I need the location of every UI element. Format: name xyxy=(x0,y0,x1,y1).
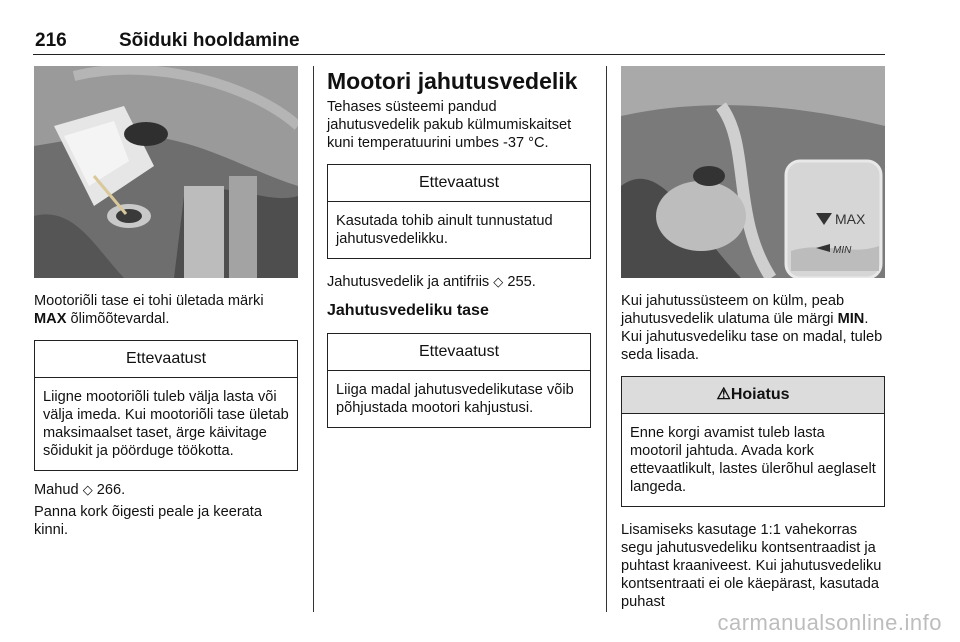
coolant-intro: Tehases süsteemi pandud jahutusvedelik pakub külmumiskaitset kuni temperatuurini umbes -37 °C. xyxy=(327,99,572,151)
column-divider-1 xyxy=(313,66,314,612)
warning-triangle-icon: ⚠ xyxy=(716,386,731,403)
oil-level-text: Mootoriõli tase ei tohi ületada märki MAX õlimõõtevardal. xyxy=(34,293,264,327)
column-2 xyxy=(327,66,591,438)
reference-arrow-icon: ◇ xyxy=(82,482,93,497)
column-divider-2 xyxy=(606,66,607,612)
capacity-reference: Mahud ◇ 266. xyxy=(34,482,126,498)
page-number: 216 xyxy=(35,30,67,51)
caution-title: Ettevaatust xyxy=(35,341,297,378)
warning-title: ⚠Hoiatus xyxy=(622,377,884,414)
section-heading: Mootori jahutusvedelik xyxy=(327,68,578,94)
coolant-reservoir-photo xyxy=(621,66,885,278)
caution-box-level xyxy=(327,333,591,428)
min-mark-label: MIN xyxy=(833,245,852,256)
coolant-level-text: Kui jahutussüsteem on külm, peab jahutusvedelik ulatuma üle märgi MIN. Kui jahutusvedeliku tase on madal, tuleb seda lisada. xyxy=(621,293,883,363)
reference-arrow-icon: ◇ xyxy=(493,274,504,289)
watermark: carmanualsonline.info xyxy=(717,610,942,635)
subsection-heading: Jahutusvedeliku tase xyxy=(327,302,489,319)
page-header xyxy=(33,28,885,55)
engine-oil-photo xyxy=(34,66,298,278)
cap-instruction: Panna kork õigesti peale ja keerata kinni. xyxy=(34,504,262,538)
caution-box-coolant xyxy=(327,164,591,259)
caution-box-oil xyxy=(34,340,298,471)
caution-title: Ettevaatust xyxy=(328,165,590,202)
caution-body: Liigne mootoriõli tuleb välja lasta või välja imeda. Kui mootoriõli tase ületab maksimaalset taset, ärge käivitage sõidukit ja pöörduge töökotta. xyxy=(43,389,289,459)
mixing-instruction: Lisamiseks kasutage 1:1 vahekorras segu jahutusvedeliku kontsentraadist ja puhtast kraaniveest. Kui jahutusvedeliku kontsentraati ei ole käepärast, kasutada puhast xyxy=(621,522,882,610)
antifreeze-reference: Jahutusvedelik ja antifriis ◇ 255. xyxy=(327,274,536,290)
chapter-title: Sõiduki hooldamine xyxy=(119,30,300,51)
warning-box xyxy=(621,376,885,507)
caution-title: Ettevaatust xyxy=(328,334,590,371)
caution-body: Liiga madal jahutusvedelikutase võib põhjustada mootori kahjustusi. xyxy=(336,382,574,416)
column-3 xyxy=(621,66,885,611)
max-mark-label: MAX xyxy=(835,211,866,227)
warning-body: Enne korgi avamist tuleb lasta mootoril jahtuda. Avada kork ettevaatlikult, lastes ülerõhul aeglaselt langeda. xyxy=(630,425,876,495)
column-1 xyxy=(34,66,298,539)
caution-body: Kasutada tohib ainult tunnustatud jahutusvedelikku. xyxy=(336,213,553,247)
